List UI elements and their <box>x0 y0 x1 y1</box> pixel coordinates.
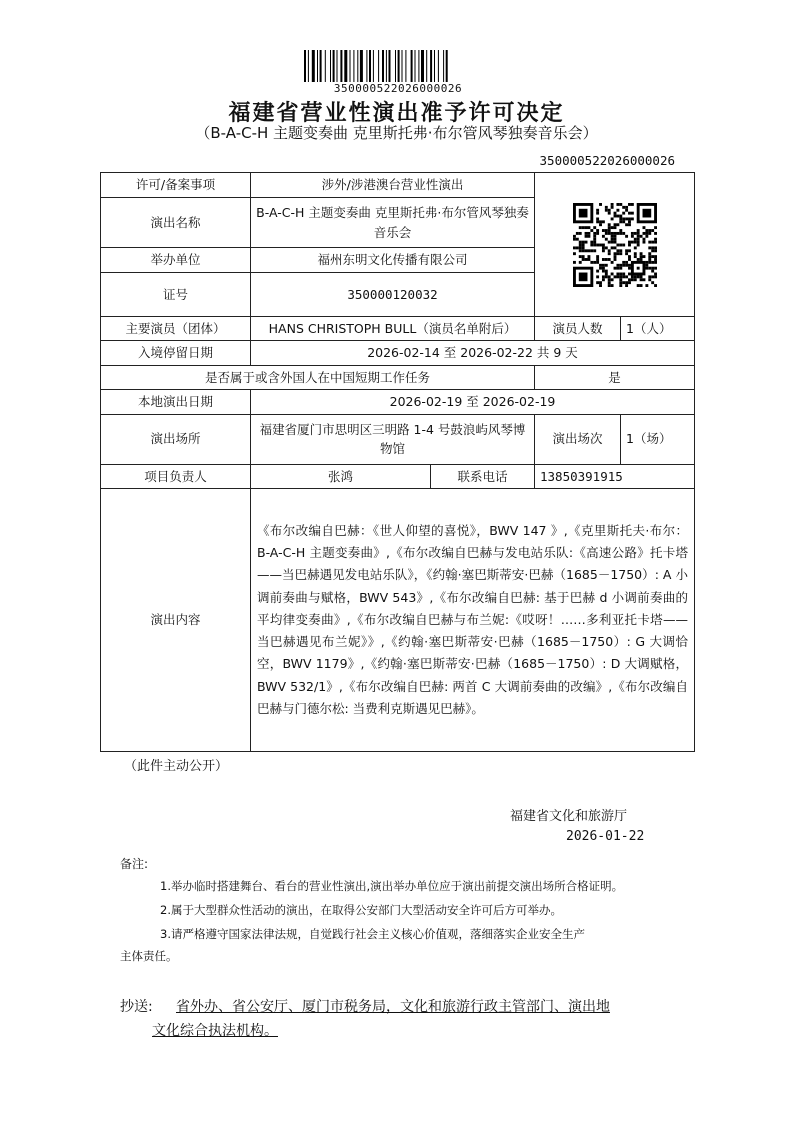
cc-recipients-line-1: 省外办、省公安厅、厦门市税务局，文化和旅游行政主管部门、演出地 <box>176 999 610 1015</box>
venue-label: 演出场所 <box>101 414 251 464</box>
cc-label: 抄送: <box>120 999 153 1015</box>
content-value: 《布尔改编自巴赫：《世人仰望的喜悦》，BWV 147 》,《克里斯托夫·布尔：B-A-C-H 主题变奏曲》,《布尔改编自巴赫与发电站乐队:《高速公路》托卡塔——当巴赫遇见发电站乐队》，《约翰·塞巴斯蒂安·巴赫（1685－1750）: A 小调前奏曲与赋格，BWV 543》,《布尔改编自巴赫: 基于巴赫 d 小调前奏曲的平均律变奏曲》,《布尔改编自巴赫与布兰妮:《哎呀！……多利亚托卡塔——当巴赫遇见布兰妮》》,《约翰·塞巴斯蒂安·巴赫（1685－1750）: G 大调恰空，BWV 1179》,《约翰·塞巴斯蒂安·巴赫（1685－1750）: D 大调赋格，BWV 532/1》,《布尔改编自巴赫: 两首 C 大调前奏曲的改编》,《布尔改编自巴赫与门德尔松: 当费利克斯遇见巴赫》。 <box>251 488 695 751</box>
cc-recipients-line-2: 文化综合执法机构。 <box>152 1023 278 1039</box>
manager-label: 项目负责人 <box>101 464 251 488</box>
show-name-value: B-A-C-H 主题变奏曲 克里斯托弗·布尔管风琴独奏音乐会 <box>251 198 535 248</box>
entry-dates-value: 2026-02-14 至 2026-02-22 共 9 天 <box>251 341 695 365</box>
performer-label: 主要演员（团体） <box>101 317 251 341</box>
license-value: 350000120032 <box>251 273 535 317</box>
sessions-label: 演出场次 <box>535 414 621 464</box>
phone-value: 13850391915 <box>535 464 695 488</box>
issue-date: 2026-01-22 <box>566 829 645 844</box>
foreigner-work-value: 是 <box>535 365 695 389</box>
remarks-label: 备注: <box>120 857 149 871</box>
show-name-label: 演出名称 <box>101 198 251 248</box>
local-dates-label: 本地演出日期 <box>101 390 251 414</box>
organizer-value: 福州东明文化传播有限公司 <box>251 248 535 273</box>
performer-count-label: 演员人数 <box>535 317 621 341</box>
organizer-label: 举办单位 <box>101 248 251 273</box>
performer-value: HANS CHRISTOPH BULL（演员名单附后） <box>251 317 535 341</box>
remark-item-3: 3.请严格遵守国家法律法规，自觉践行社会主义核心价值观，落细落实企业安全生产 <box>160 927 585 941</box>
qr-code-cell <box>535 173 695 317</box>
permit-type-value: 涉外/涉港澳台营业性演出 <box>251 173 535 198</box>
permit-type-label: 许可/备案事项 <box>101 173 251 198</box>
remark-item-3-continued: 主体责任。 <box>120 949 178 963</box>
venue-value: 福建省厦门市思明区三明路 1-4 号鼓浪屿风琴博物馆 <box>251 414 535 464</box>
permit-table <box>100 172 695 752</box>
foreigner-work-label: 是否属于或含外国人在中国短期工作任务 <box>101 365 535 389</box>
qr-code-icon <box>573 203 657 287</box>
content-label: 演出内容 <box>101 488 251 751</box>
sessions-value: 1（场） <box>621 414 695 464</box>
barcode <box>304 50 492 82</box>
performer-count-value: 1（人） <box>621 317 695 341</box>
entry-dates-label: 入境停留日期 <box>101 341 251 365</box>
document-title: 福建省营业性演出准予许可决定 <box>228 101 565 126</box>
phone-label: 联系电话 <box>431 464 535 488</box>
document-subtitle: （B-A-C-H 主题变奏曲 克里斯托弗·布尔管风琴独奏音乐会） <box>195 124 598 142</box>
document-number: 350000522026000026 <box>539 153 675 168</box>
barcode-number: 350000522026000026 <box>333 82 463 95</box>
public-note: （此件主动公开） <box>124 759 229 774</box>
license-label: 证号 <box>101 273 251 317</box>
issuer-name: 福建省文化和旅游厅 <box>510 809 628 824</box>
remark-item-2: 2.属于大型群众性活动的演出，在取得公安部门大型活动安全许可后方可举办。 <box>160 903 562 917</box>
remark-item-1: 1.举办临时搭建舞台、看台的营业性演出,演出举办单位应于演出前提交演出场所合格证明。 <box>160 879 624 893</box>
local-dates-value: 2026-02-19 至 2026-02-19 <box>251 390 695 414</box>
manager-value: 张鸿 <box>251 464 431 488</box>
